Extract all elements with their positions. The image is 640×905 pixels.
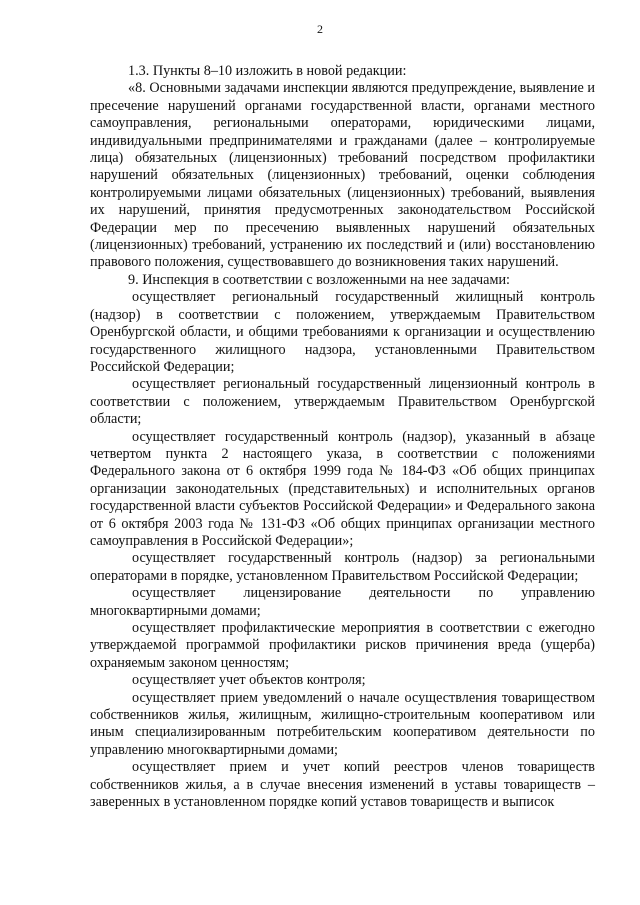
function-paragraph: осуществляет прием уведомлений о начале осуществления товариществом собственников жилья, жилищным, жилищно-строительным кооперативом или иным специализированным потребительским кооперативом деятельности по управлению многоквартирными домами; <box>90 689 595 758</box>
item-9-intro: 9. Инспекция в соответствии с возложенными на нее задачами: <box>128 271 510 288</box>
function-paragraph: осуществляет региональный государственный жилищный контроль (надзор) в соответствии с положением, утверждаемым Правительством Оренбургской области, и общими требованиями к организации и осуществлению государственного жилищного надзора, установленными Правительством Российской Федерации; <box>90 289 595 375</box>
function-paragraph: осуществляет учет объектов контроля; <box>132 672 366 689</box>
amendment-intro: 1.3. Пункты 8–10 изложить в новой редакции: <box>128 63 407 79</box>
function-paragraph: осуществляет лицензирование деятельности по управлению многоквартирными домами; <box>90 585 595 619</box>
function-paragraph: осуществляет профилактические мероприятия в соответствии с ежегодно утверждаемой программой профилактики рисков причинения вреда (ущерба) охраняемым законом ценностям; <box>90 620 595 671</box>
function-paragraph: осуществляет государственный контроль (надзор), указанный в абзаце четвертом пункта 2 настоящего указа, в соответствии с положениями Федерального закона от 6 октября 1999 года № 184-ФЗ «Об общих принципах организации законодательных (представительных) и исполнительных органов государственной власти субъектов Российской Федерации» и Федерального закона от 6 октября 2003 года № 131-ФЗ «Об общих принципах организации местного самоуправления в Российской Федерации»; <box>90 428 595 549</box>
function-paragraph: осуществляет региональный государственный лицензионный контроль в соответствии с положением, утверждаемым Правительством Оренбургской области; <box>90 376 595 428</box>
function-paragraph: осуществляет государственный контроль (надзор) за региональными операторами в порядке, установленном Правительством Российской Федерации; <box>90 550 595 584</box>
page-number: 2 <box>317 22 323 36</box>
document-body <box>90 63 595 811</box>
function-paragraph: осуществляет прием и учет копий реестров членов товариществ собственников жилья, а в случае внесения изменений в уставы товариществ – заверенных в установленном порядке копий уставов товариществ и выписок <box>90 759 595 811</box>
item-8-paragraph: «8. Основными задачами инспекции являются предупреждение, выявление и пресечение нарушений органами государственной власти, органами местного самоуправления, региональными операторами, юридическими лицами, индивидуальными предпринимателями и гражданами (далее – контролируемые лица) обязательных (лицензионных) требований посредством профилактики нарушений обязательных (лицензионных) требований, оценки соблюдения контролируемыми лицами обязательных (лицензионных) требований, выявления их нарушений, принятия предусмотренных законодательством Российской Федерации мер по пресечению выявленных нарушений обязательных (лицензионных) требований, устранению их последствий и (или) восстановлению правового положения, существовавшего до возникновения таких нарушений. <box>90 80 595 271</box>
